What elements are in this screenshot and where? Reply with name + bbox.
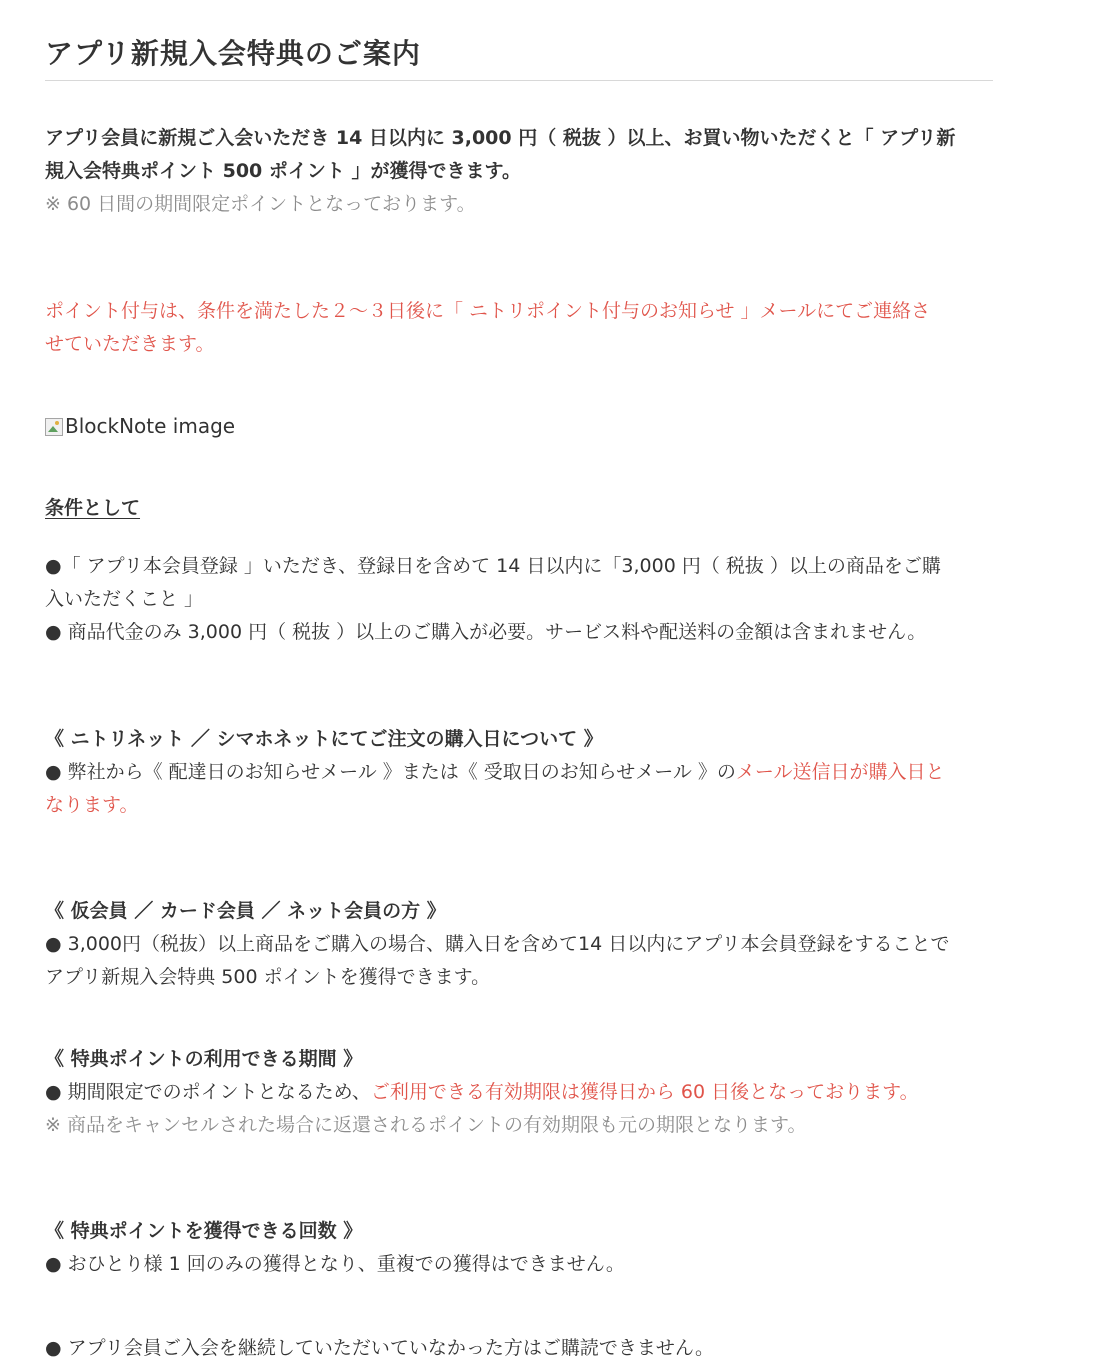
intro-line-1: アプリ会員に新規ご入会いただき 14 日以内に 3,000 円（ 税抜 ）以上、お買い物いただくと「 アプリ新 — [45, 127, 956, 149]
notice-line-2: せていただきます。 — [45, 333, 215, 355]
condition-item-2: ● 商品代金のみ 3,000 円（ 税抜 ）以上のご購入が必要。サービス料や配送料の金額は含まれません。 — [45, 621, 927, 643]
broken-image — [45, 410, 990, 443]
period-note: ※ 商品をキャンセルされた場合に返還されるポイントの有効期限も元の期限となります。 — [45, 1114, 807, 1136]
period-text-highlight: ご利用できる有効期限は獲得日から 60 日後となっております。 — [370, 1081, 919, 1103]
period-text-plain: ● 期間限定でのポイントとなるため、 — [45, 1081, 371, 1103]
purchase-date-text-highlight-2: なります。 — [45, 794, 139, 816]
conditions-list — [45, 550, 990, 649]
purchase-date-text-highlight: メール送信日が購入日と — [735, 761, 945, 783]
provisional-heading: 《 仮会員 ／ カード会員 ／ ネット会員の方 》 — [45, 900, 446, 922]
period-section — [45, 1043, 990, 1142]
purchase-date-text-plain: ● 弊社から《 配達日のお知らせメール 》または《 受取日のお知らせメール 》の — [45, 761, 736, 783]
purchase-date-heading: 《 ニトリネット ／ シマホネットにてご注文の購入日について 》 — [45, 728, 603, 750]
conditions-heading: 条件として — [45, 497, 141, 519]
cut-off-line — [45, 1337, 990, 1365]
cut-off-line-text: ● アプリ会員ご入会を継続していただいていなかった方はご購読できません。 — [45, 1337, 715, 1359]
condition-item-1-line-2: 入いただくこと 」 — [45, 588, 204, 610]
period-text — [45, 1076, 990, 1109]
period-heading: 《 特典ポイントの利用できる期間 》 — [45, 1048, 363, 1070]
provisional-section — [45, 895, 990, 994]
broken-image-icon — [45, 418, 63, 436]
provisional-line-2: アプリ新規入会特典 500 ポイントを獲得できます。 — [45, 966, 491, 988]
times-section — [45, 1215, 990, 1281]
provisional-line-1: ● 3,000円（税抜）以上商品をご購入の場合、購入日を含めて14 日以内にアプリ本会員登録をすることで — [45, 933, 950, 955]
conditions-heading-block — [45, 492, 990, 525]
page-title: アプリ新規入会特典のご案内 — [45, 37, 421, 70]
intro-section — [45, 122, 990, 221]
notice-section — [45, 295, 990, 361]
intro-note: ※ 60 日間の期間限定ポイントとなっております。 — [45, 193, 476, 215]
purchase-date-section — [45, 723, 990, 822]
purchase-date-text — [45, 756, 990, 789]
title-divider — [45, 80, 993, 81]
image-alt-text: BlockNote image — [65, 414, 236, 438]
times-heading: 《 特典ポイントを獲得できる回数 》 — [45, 1220, 363, 1242]
notice-line-1: ポイント付与は、条件を満たした２〜３日後に「 ニトリポイント付与のお知らせ 」メールにてご連絡さ — [45, 300, 931, 322]
intro-line-2: 規入会特典ポイント 500 ポイント 」が獲得できます。 — [45, 160, 521, 182]
times-text: ● おひとり様 1 回のみの獲得となり、重複での獲得はできません。 — [45, 1253, 625, 1275]
condition-item-1-line-1: ●「 アプリ本会員登録 」いただき、登録日を含めて 14 日以内に「3,000 円（ 税抜 ）以上の商品をご購 — [45, 555, 941, 577]
